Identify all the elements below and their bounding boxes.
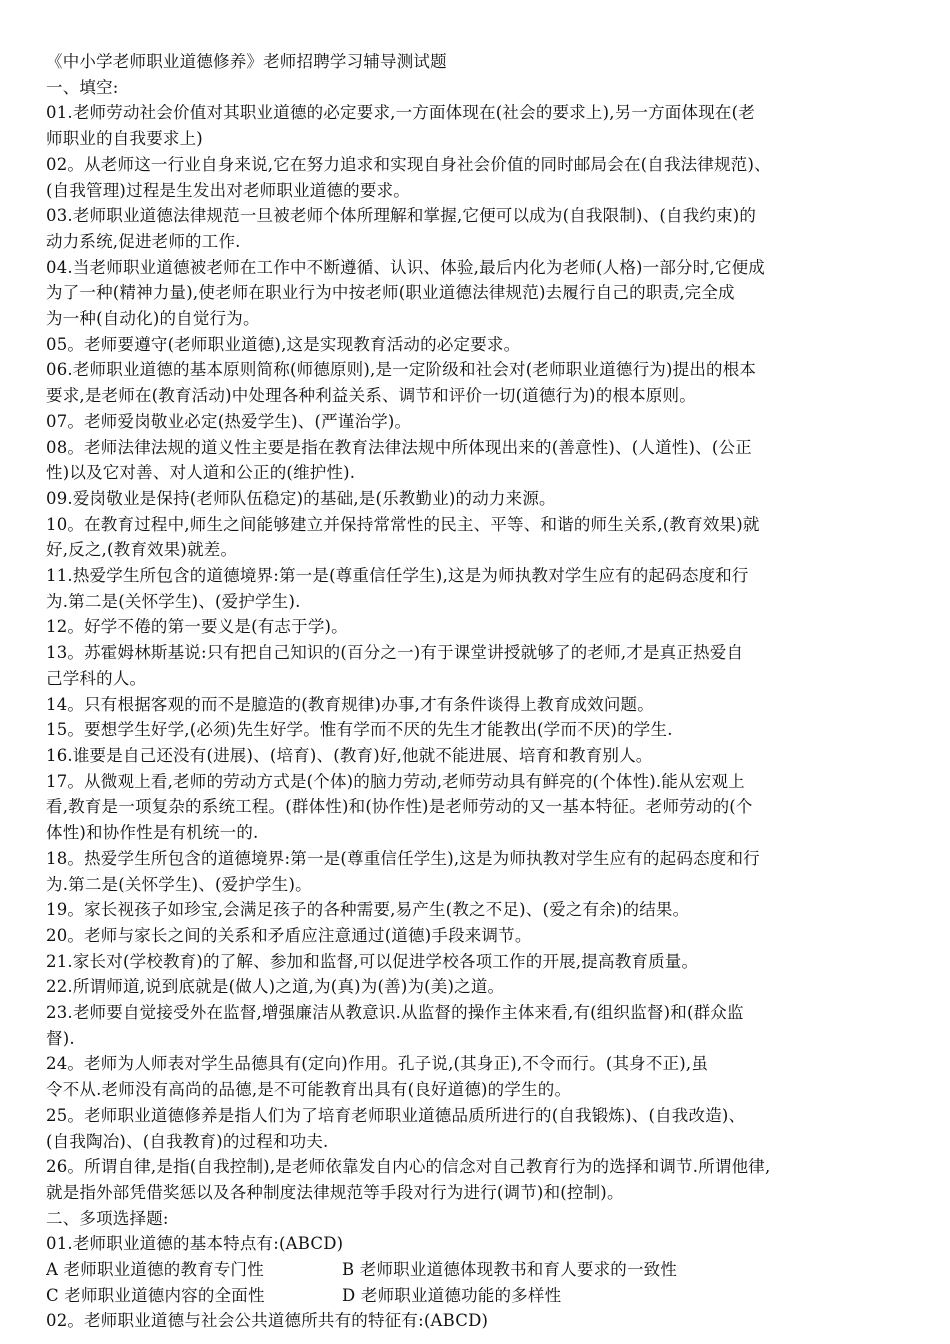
question-text-line: 18。热爱学生所包含的道德境界:第一是(尊重信任学生),这是为师执教对学生应有的起码态度和行 <box>46 848 760 868</box>
question-text-line: 好,反之,(教育效果)就差。 <box>46 540 238 560</box>
fill-in-question <box>46 1000 910 1051</box>
question-text-line: (自我陶冶)、(自我教育)的过程和功夫. <box>46 1131 329 1151</box>
question-text-line: 02。从老师这一行业自身来说,它在努力追求和实现自身社会价值的同时邮局会在(自我法律规范)、 <box>46 154 771 174</box>
fill-in-question <box>46 563 910 614</box>
question-text-line: 动力系统,促进老师的工作. <box>46 231 241 251</box>
question-text-line: 09.爱岗敬业是保持(老师队伍稳定)的基础,是(乐教勤业)的动力来源。 <box>46 488 556 508</box>
fill-in-question <box>46 1154 910 1205</box>
question-text-line: 17。从微观上看,老师的劳动方式是(个体)的脑力劳动,老师劳动具有鲜亮的(个体性).能从宏观上 <box>46 771 745 791</box>
mc-option-a: A 老师职业道德的教育专门性 <box>46 1260 264 1280</box>
question-text-line: 为了一种(精神力量),使老师在职业行为中按老师(职业道德法律规范)去履行自己的职责,完全成 <box>46 283 735 303</box>
question-text-line: 要求,是老师在(教育活动)中处理各种利益关系、调节和评价一切(道德行为)的根本原则。 <box>46 386 696 406</box>
question-text-line: 10。在教育过程中,师生之间能够建立并保持常常性的民主、平等、和谐的师生关系,(教育效果)就 <box>46 514 760 534</box>
mc-question-1-options-row-2 <box>46 1283 910 1309</box>
question-text-line: 21.家长对(学校教育)的了解、参加和监督,可以促进学校各项工作的开展,提高教育质量。 <box>46 951 699 971</box>
question-text-line: 看,教育是一项复杂的系统工程。(群体性)和(协作性)是老师劳动的又一基本特征。老师劳动的(个 <box>46 797 753 817</box>
question-text-line: 23.老师要自觉接受外在监督,增强廉洁从教意识.从监督的操作主体来看,有(组织监督)和(群众监 <box>46 1003 744 1023</box>
mc-question-1-stem: 01.老师职业道德的基本特点有:(ABCD) <box>46 1234 344 1254</box>
question-text-line: 19。家长视孩子如珍宝,会满足孩子的各种需要,易产生(教之不足)、(爱之有余)的结果。 <box>46 900 690 920</box>
question-text-line: 12。好学不倦的第一要义是(有志于学)。 <box>46 617 348 637</box>
fill-in-question <box>46 332 910 358</box>
section-heading-fill-in: 一、填空: <box>46 77 119 97</box>
question-text-line: 20。老师与家长之间的关系和矛盾应注意通过(道德)手段来调节。 <box>46 925 532 945</box>
question-text-line: 07。老师爱岗敬业必定(热爱学生)、(严谨治学)。 <box>46 411 412 431</box>
mc-question-1-options-row-1 <box>46 1257 910 1283</box>
fill-in-question <box>46 357 910 408</box>
mc-option-d: D 老师职业道德功能的多样性 <box>342 1285 562 1305</box>
fill-in-question <box>46 743 910 769</box>
question-text-line: 06.老师职业道德的基本原则简称(师德原则),是一定阶级和社会对(老师职业道德行为)提出的根本 <box>46 360 757 380</box>
question-text-line: 03.老师职业道德法律规范一旦被老师个体所理解和掌握,它便可以成为(自我限制)、(自我约束)的 <box>46 206 757 226</box>
question-text-line: 为.第二是(关怀学生)、(爱护学生). <box>46 591 301 611</box>
question-text-line: 为.第二是(关怀学生)、(爱护学生)。 <box>46 874 312 894</box>
question-text-line: 14。只有根据客观的而不是臆造的(教育规律)办事,才有条件谈得上教育成效问题。 <box>46 694 654 714</box>
question-text-line: 05。老师要遵守(老师职业道德),这是实现教育活动的必定要求。 <box>46 334 521 354</box>
mc-option-c: C 老师职业道德内容的全面性 <box>46 1285 265 1305</box>
fill-in-question <box>46 1103 910 1154</box>
mc-question-2-stem: 02。老师职业道德与社会公共道德所共有的特征有:(ABCD) <box>46 1311 489 1331</box>
question-text-line: 16.谁要是自己还没有(进展)、(培育)、(教育)好,他就不能进展、培育和教育别人。 <box>46 745 653 765</box>
question-text-line: 师职业的自我要求上) <box>46 129 203 149</box>
fill-in-question <box>46 203 910 254</box>
fill-in-question <box>46 897 910 923</box>
question-text-line: 督). <box>46 1028 75 1048</box>
fill-in-question <box>46 949 910 975</box>
question-text-line: 己学科的人。 <box>46 668 147 688</box>
fill-in-question <box>46 923 910 949</box>
question-text-line: 13。苏霍姆林斯基说:只有把自己知识的(百分之一)有于课堂讲授就够了的老师,才是真正热爱自 <box>46 643 744 663</box>
fill-in-question <box>46 486 910 512</box>
fill-in-question <box>46 435 910 486</box>
question-text-line: 令不从.老师没有高尚的品德,是不可能教育出具有(良好道德)的学生的。 <box>46 1080 572 1100</box>
fill-in-question <box>46 769 910 846</box>
fill-in-question <box>46 974 910 1000</box>
question-text-line: 15。要想学生好学,(必须)先生好学。惟有学而不厌的先生才能教出(学而不厌)的学生. <box>46 720 673 740</box>
fill-in-question <box>46 1051 910 1102</box>
question-text-line: 就是指外部凭借奖惩以及各种制度法律规范等手段对行为进行(调节)和(控制)。 <box>46 1182 624 1202</box>
fill-in-question <box>46 512 910 563</box>
question-text-line: 01.老师劳动社会价值对其职业道德的必定要求,一方面体现在(社会的要求上),另一方面体现在(老 <box>46 103 755 123</box>
question-text-line: 性)以及它对善、对人道和公正的(维护性). <box>46 463 356 483</box>
section-heading-multiple-choice: 二、多项选择题: <box>46 1208 169 1228</box>
document-title: 《中小学老师职业道德修养》老师招聘学习辅导测试题 <box>46 52 447 71</box>
fill-in-question <box>46 100 910 151</box>
fill-in-question <box>46 409 910 435</box>
fill-in-question <box>46 692 910 718</box>
fill-in-question <box>46 152 910 203</box>
question-text-line: 26。所谓自律,是指(自我控制),是老师依靠发自内心的信念对自己教育行为的选择和调节.所谓他律, <box>46 1157 771 1177</box>
question-text-line: 为一种(自动化)的自觉行为。 <box>46 309 260 329</box>
question-text-line: 体性)和协作性是有机统一的. <box>46 823 259 843</box>
fill-in-question <box>46 255 910 332</box>
question-text-line: 04.当老师职业道德被老师在工作中不断遵循、认识、体验,最后内化为老师(人格)一部分时,它便成 <box>46 257 766 277</box>
fill-in-question-list <box>46 100 910 1205</box>
fill-in-question <box>46 614 910 640</box>
mc-option-b: B 老师职业道德体现教书和育人要求的一致性 <box>342 1260 678 1280</box>
fill-in-question <box>46 717 910 743</box>
fill-in-question <box>46 640 910 691</box>
question-text-line: 24。老师为人师表对学生品德具有(定向)作用。孔子说,(其身正),不令而行。(其身不正),虽 <box>46 1054 709 1074</box>
question-text-line: 22.所谓师道,说到底就是(做人)之道,为(真)为(善)为(美)之道。 <box>46 977 505 997</box>
question-text-line: 11.热爱学生所包含的道德境界:第一是(尊重信任学生),这是为师执教对学生应有的起码态度和行 <box>46 566 749 586</box>
question-text-line: 08。老师法律法规的道义性主要是指在教育法律法规中所体现出来的(善意性)、(人道性)、(公正 <box>46 437 752 457</box>
question-text-line: (自我管理)过程是生发出对老师职业道德的要求。 <box>46 180 410 200</box>
fill-in-question <box>46 846 910 897</box>
question-text-line: 25。老师职业道德修养是指人们为了培育老师职业道德品质所进行的(自我锻炼)、(自我改造)、 <box>46 1105 746 1125</box>
